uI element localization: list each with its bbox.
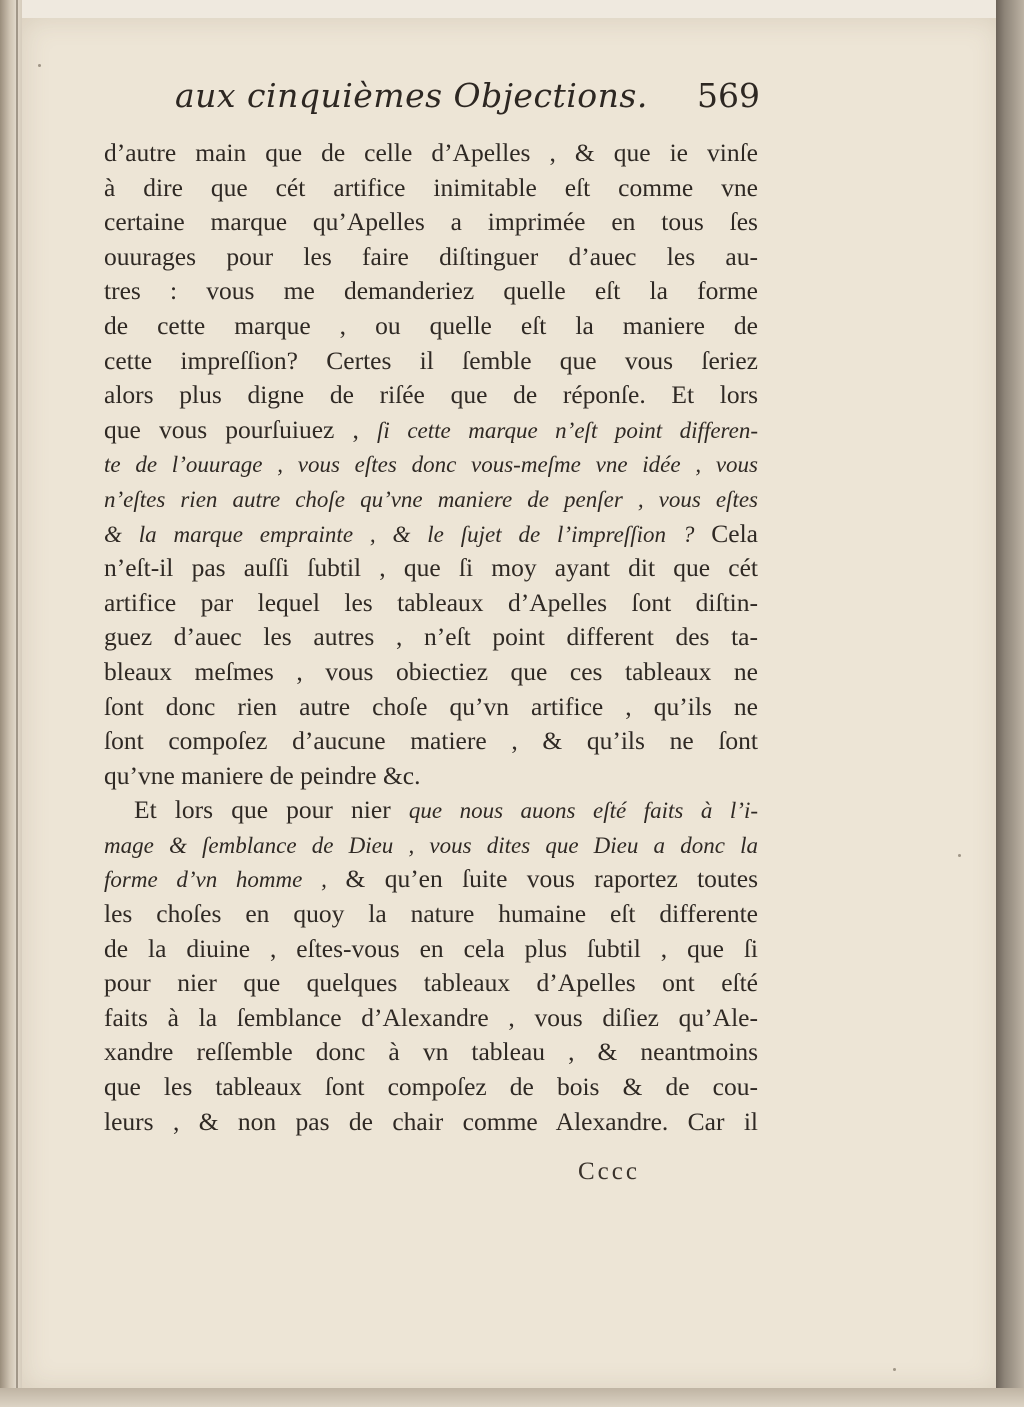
text-segment: ſont compoſez d’aucune matiere , & qu’ils ne ſont: [104, 726, 758, 756]
paper-speck: [958, 854, 961, 857]
text-segment: certaine marque qu’Apelles a imprimée en tous ſes: [104, 207, 758, 237]
italic-quote: te de l’ouurage , vous eſtes donc vous-meſme vne idée , vous: [104, 452, 758, 478]
text-line: [104, 862, 758, 897]
text-line: [104, 274, 758, 309]
text-line: [104, 413, 758, 448]
left-page-edge: [0, 0, 22, 1407]
text-line: [104, 344, 758, 379]
text-segment: les choſes en quoy la nature humaine eſt differente: [104, 899, 758, 929]
text-segment: bleaux meſmes , vous obiectiez que ces tableaux ne: [104, 656, 758, 686]
text-segment: guez d’auec les autres , n’eſt point different des ta-: [104, 622, 758, 652]
text-line: [104, 517, 758, 552]
text-line: [104, 897, 758, 932]
text-line: [104, 136, 758, 171]
italic-quote: n’eſtes rien autre choſe qu’vne maniere de penſer , vous eſtes: [104, 486, 758, 512]
text-segment: leurs , & non pas de chair comme Alexandre. Car il: [104, 1106, 758, 1136]
text-line: [104, 171, 758, 206]
page-number: 569: [697, 76, 760, 115]
text-line: [104, 1070, 758, 1105]
text-segment: de la diuine , eſtes-vous en cela plus ſubtil , que ſi: [104, 933, 758, 963]
text-line: [104, 586, 758, 621]
text-segment: Cela: [711, 518, 758, 548]
text-segment: à dire que cét artifice inimitable eſt comme vne: [104, 172, 758, 202]
text-segment: xandre reſſemble donc à vn tableau , & neantmoins: [104, 1037, 758, 1067]
binding-line: [16, 0, 18, 1407]
text-line: [104, 482, 758, 517]
text-line: [104, 240, 758, 275]
text-segment: pour nier que quelques tableaux d’Apelles ont eſté: [104, 968, 758, 998]
running-head: aux cinquièmes Objections.: [175, 76, 648, 115]
italic-quote: que nous auons eſté faits à l’i-: [408, 798, 758, 824]
body-text: [104, 136, 758, 1139]
text-line: [104, 724, 758, 759]
italic-quote: ſi cette marque n’eſt point differen-: [377, 417, 759, 443]
bottom-page-edge: [0, 1388, 1024, 1407]
text-segment: alors plus digne de riſée que de réponſe. Et lors: [104, 380, 758, 410]
text-line: [104, 793, 758, 828]
text-segment: qu’vne maniere de peindre &c.: [104, 760, 421, 790]
text-segment: d’autre main que de celle d’Apelles , & que ie vinſe: [104, 138, 758, 167]
text-line: [104, 1001, 758, 1036]
text-line: [104, 378, 758, 413]
text-segment: que les tableaux ſont compoſez de bois & de cou-: [104, 1072, 758, 1102]
text-segment: & qu’en ſuite vous raportez toutes: [345, 864, 758, 894]
text-line: [104, 828, 758, 863]
text-line: [104, 205, 758, 240]
text-line: [104, 759, 758, 794]
text-line: [104, 690, 758, 725]
text-segment: artifice par lequel les tableaux d’Apelles ſont diſtin-: [104, 587, 758, 617]
text-segment: faits à la ſemblance d’Alexandre , vous diſiez qu’Ale-: [104, 1002, 758, 1032]
text-segment: cette impreſſion? Certes il ſemble que vous ſeriez: [104, 345, 758, 375]
paper-speck: [38, 64, 41, 67]
text-segment: ſont donc rien autre choſe qu’vn artifice , qu’ils ne: [104, 691, 758, 721]
italic-quote: forme d’vn homme ,: [104, 867, 346, 893]
text-segment: tres : vous me demanderiez quelle eſt la forme: [104, 276, 758, 306]
text-line: [104, 620, 758, 655]
italic-quote: & la marque emprainte , & le ſujet de l’impreſſion ?: [104, 521, 712, 547]
text-line: [104, 1105, 758, 1140]
page-header: [175, 76, 775, 126]
text-line: [104, 932, 758, 967]
text-segment: que vous pourſuiuez ,: [104, 414, 378, 444]
text-line: [104, 447, 758, 482]
text-line: [104, 551, 758, 586]
paper-speck: [893, 1368, 896, 1371]
text-line: [104, 1035, 758, 1070]
right-page-edge: [996, 0, 1024, 1407]
text-segment: Et lors que pour nier: [134, 795, 409, 825]
signature-mark: Cccc: [578, 1158, 640, 1185]
text-segment: ouurages pour les faire diſtinguer d’auec les au-: [104, 241, 758, 271]
text-line: [104, 655, 758, 690]
italic-quote: mage & ſemblance de Dieu , vous dites que Dieu a donc la: [104, 832, 758, 858]
text-segment: de cette marque , ou quelle eſt la maniere de: [104, 310, 758, 340]
text-line: [104, 309, 758, 344]
text-line: [104, 966, 758, 1001]
text-segment: n’eſt-il pas auſſi ſubtil , que ſi moy ayant dit que cét: [104, 553, 758, 583]
